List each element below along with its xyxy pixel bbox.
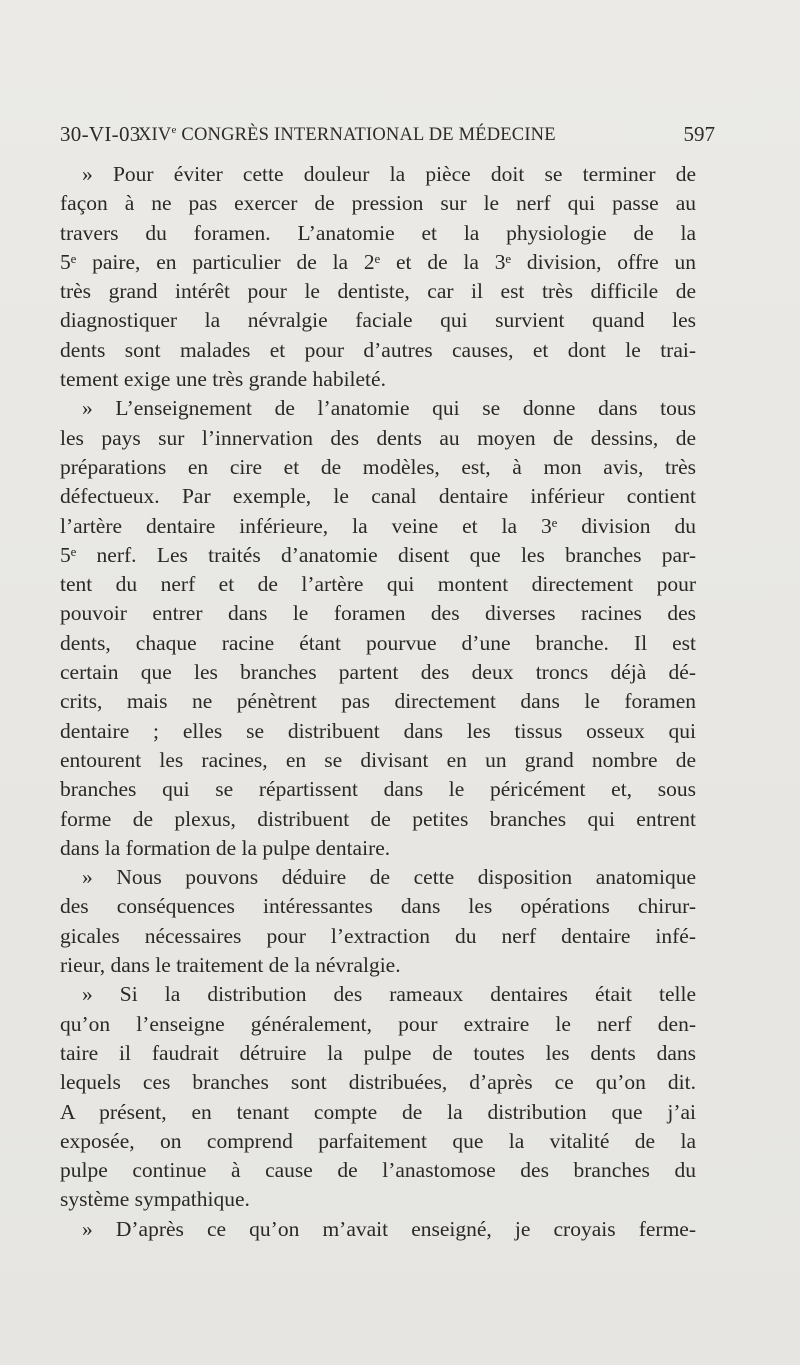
page-number: 597 bbox=[683, 122, 715, 146]
text-line: pulpe continue à cause de l’anastomose des branches du bbox=[60, 1158, 696, 1183]
text-line: lequels ces branches sont distribuées, d’après ce qu’on dit. bbox=[60, 1070, 696, 1095]
text-line: » L’enseignement de l’anatomie qui se donne dans tous bbox=[82, 396, 696, 421]
text-line: travers du foramen. L’anatomie et la physiologie de la bbox=[60, 220, 696, 245]
text-line: entourent les racines, en se divisant en un grand nombre de bbox=[60, 747, 696, 772]
text-line: certain que les branches partent des deux troncs déjà dé- bbox=[60, 660, 696, 685]
text-line: système sympathique. bbox=[60, 1187, 250, 1212]
text-line: 5ᵉ nerf. Les traités d’anatomie disent que les branches par- bbox=[60, 542, 696, 567]
header-title-text: CONGRÈS INTERNATIONAL DE MÉDECINE bbox=[181, 125, 556, 145]
text-line: dentaire ; elles se distribuent dans les tissus osseux qui bbox=[60, 718, 696, 743]
text-line: » Si la distribution des rameaux dentaires était telle bbox=[82, 982, 696, 1007]
header-title-roman: XIV bbox=[138, 125, 172, 145]
text-line: les pays sur l’innervation des dents au moyen de dessins, de bbox=[60, 425, 696, 450]
header-title bbox=[138, 124, 556, 146]
text-line: exposée, on comprend parfaitement que la vitalité de la bbox=[60, 1128, 696, 1153]
text-line: pouvoir entrer dans le foramen des diverses racines des bbox=[60, 601, 696, 626]
text-line: diagnostiquer la névralgie faciale qui survient quand les bbox=[60, 308, 696, 333]
running-header bbox=[60, 122, 715, 152]
text-line: crits, mais ne pénètrent pas directement dans le foramen bbox=[60, 689, 696, 714]
text-line: dents, chaque racine étant pourvue d’une branche. Il est bbox=[60, 630, 696, 655]
text-line: tent du nerf et de l’artère qui montent directement pour bbox=[60, 572, 696, 597]
body-text bbox=[60, 160, 696, 1244]
text-line: A présent, en tenant compte de la distribution que j’ai bbox=[60, 1099, 696, 1124]
text-line: qu’on l’enseigne généralement, pour extraire le nerf den- bbox=[60, 1011, 696, 1036]
text-line: préparations en cire et de modèles, est, à mon avis, très bbox=[60, 454, 696, 479]
text-line: dents sont malades et pour d’autres causes, et dont le trai- bbox=[60, 337, 696, 362]
text-line: » Pour éviter cette douleur la pièce doit se terminer de bbox=[82, 162, 696, 186]
header-title-superscript: e bbox=[171, 124, 177, 136]
text-line: taire il faudrait détruire la pulpe de toutes les dents dans bbox=[60, 1040, 696, 1065]
text-line: branches qui se répartissent dans le péricément et, sous bbox=[60, 777, 696, 802]
text-line: tement exige une très grande habileté. bbox=[60, 367, 386, 392]
text-line: dans la formation de la pulpe dentaire. bbox=[60, 835, 391, 860]
text-line: » D’après ce qu’on m’avait enseigné, je croyais ferme- bbox=[82, 1216, 696, 1241]
text-line: des conséquences intéressantes dans les opérations chirur- bbox=[60, 894, 696, 919]
header-date: 30-VI-03 bbox=[60, 122, 141, 146]
text-line: » Nous pouvons déduire de cette disposition anatomique bbox=[82, 865, 696, 890]
text-line: rieur, dans le traitement de la névralgie. bbox=[60, 953, 401, 978]
text-line: façon à ne pas exercer de pression sur le nerf qui passe au bbox=[60, 191, 696, 216]
text-line: 5ᵉ paire, en particulier de la 2ᵉ et de la 3ᵉ division, offre un bbox=[60, 249, 696, 274]
text-line: gicales nécessaires pour l’extraction du nerf dentaire infé- bbox=[60, 923, 696, 948]
text-line: l’artère dentaire inférieure, la veine et la 3ᵉ division du bbox=[60, 513, 696, 538]
text-line: défectueux. Par exemple, le canal dentaire inférieur contient bbox=[60, 484, 696, 509]
text-line: forme de plexus, distribuent de petites branches qui entrent bbox=[60, 806, 696, 831]
text-line: très grand intérêt pour le dentiste, car il est très difficile de bbox=[60, 279, 696, 304]
